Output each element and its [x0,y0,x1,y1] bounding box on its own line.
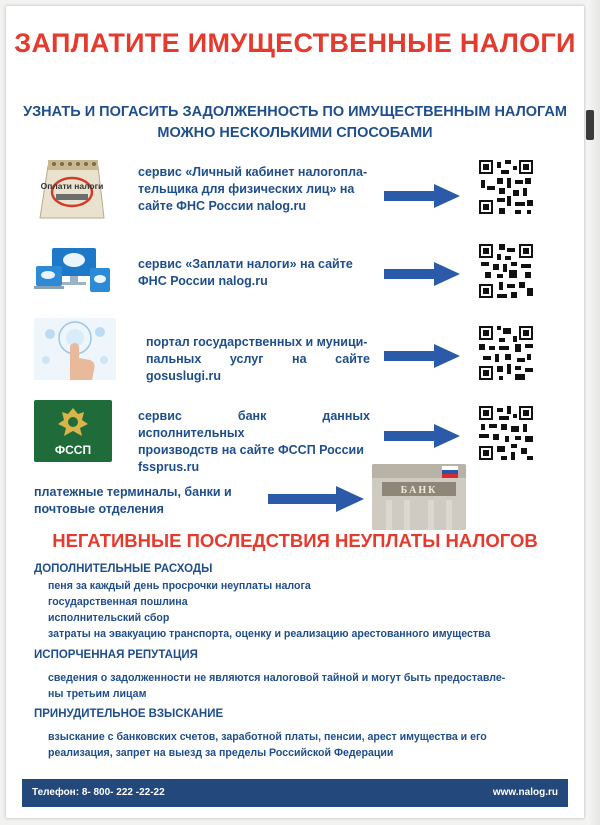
footer-bar [22,779,568,807]
section-heading-reputation: ИСПОРЧЕННАЯ РЕПУТАЦИЯ [34,649,198,661]
method-5-text: платежные терминалы, банки и почтовые отделения [34,485,232,516]
qr-code-icon[interactable] [477,324,535,382]
method-1-text: сервис «Личный кабинет налогопла- тельщика для физических лиц» на сайте ФНС России nalog.ru [138,165,368,213]
qr-code-icon[interactable] [477,404,535,462]
bank-caption: БАНК [400,485,438,496]
arrow-right-icon [384,344,460,368]
calendar-caption: Оплати налоги [40,181,104,191]
method-2-text: сервис «Заплати налоги» на сайте ФНС России nalog.ru [138,257,353,288]
list-item: реализация, запрет на выезд за пределы Российской Федерации [48,747,394,759]
touch-hand-picture [34,318,116,380]
subtitle-line-2: МОЖНО НЕСКОЛЬКИМИ СПОСОБАМИ [157,125,433,141]
arrow-right-icon [384,262,460,286]
edge-mark [586,110,594,140]
list-item: ны третьим лицам [48,688,147,700]
page-edge [586,0,600,825]
consequences-title: НЕГАТИВНЫЕ ПОСЛЕДСТВИЯ НЕУПЛАТЫ НАЛОГОВ [52,530,538,551]
footer-phone[interactable]: Телефон: 8- 800- 222 -22-22 [32,787,165,798]
list-item: исполнительский сбор [48,612,170,624]
footer-site-link[interactable]: www.nalog.ru [492,787,558,798]
method-4-text: сервис банк данных исполнительных производств на сайте ФССП России fssprus.ru [138,409,370,474]
qr-code-icon[interactable] [477,242,535,300]
subtitle-line-1: УЗНАТЬ И ПОГАСИТЬ ЗАДОЛЖЕННОСТЬ ПО ИМУЩЕСТВЕННЫМ НАЛОГАМ [23,104,567,120]
list-item: государственная пошлина [48,596,188,608]
method-3-text: портал государственных и муници- пальных услуг на сайте gosuslugi.ru [146,335,370,383]
bank-building-picture [372,464,466,530]
poster [6,6,584,818]
arrow-right-icon [384,184,460,208]
list-item: сведения о задолженности не являются налоговой тайной и могут быть предоставле- [48,672,506,684]
poster-title: ЗАПЛАТИТЕ ИМУЩЕСТВЕННЫЕ НАЛОГИ [14,28,576,58]
list-item: пеня за каждый день просрочки неуплаты налога [48,580,311,592]
fssp-logo [34,400,112,462]
calendar-picture [34,156,106,224]
devices-picture [34,244,114,296]
section-heading-expenses: ДОПОЛНИТЕЛЬНЫЕ РАСХОДЫ [34,563,213,575]
arrow-right-icon [268,486,364,512]
qr-code-icon[interactable] [477,158,535,216]
section-heading-enforcement: ПРИНУДИТЕЛЬНОЕ ВЗЫСКАНИЕ [34,708,224,720]
arrow-right-icon [384,424,460,448]
list-item: взыскание с банковских счетов, заработной платы, пенсии, арест имущества и его [48,731,487,743]
fssp-logo-text: ФССП [54,443,92,457]
list-item: затраты на эвакуацию транспорта, оценку и реализацию арестованного имущества [48,628,491,640]
